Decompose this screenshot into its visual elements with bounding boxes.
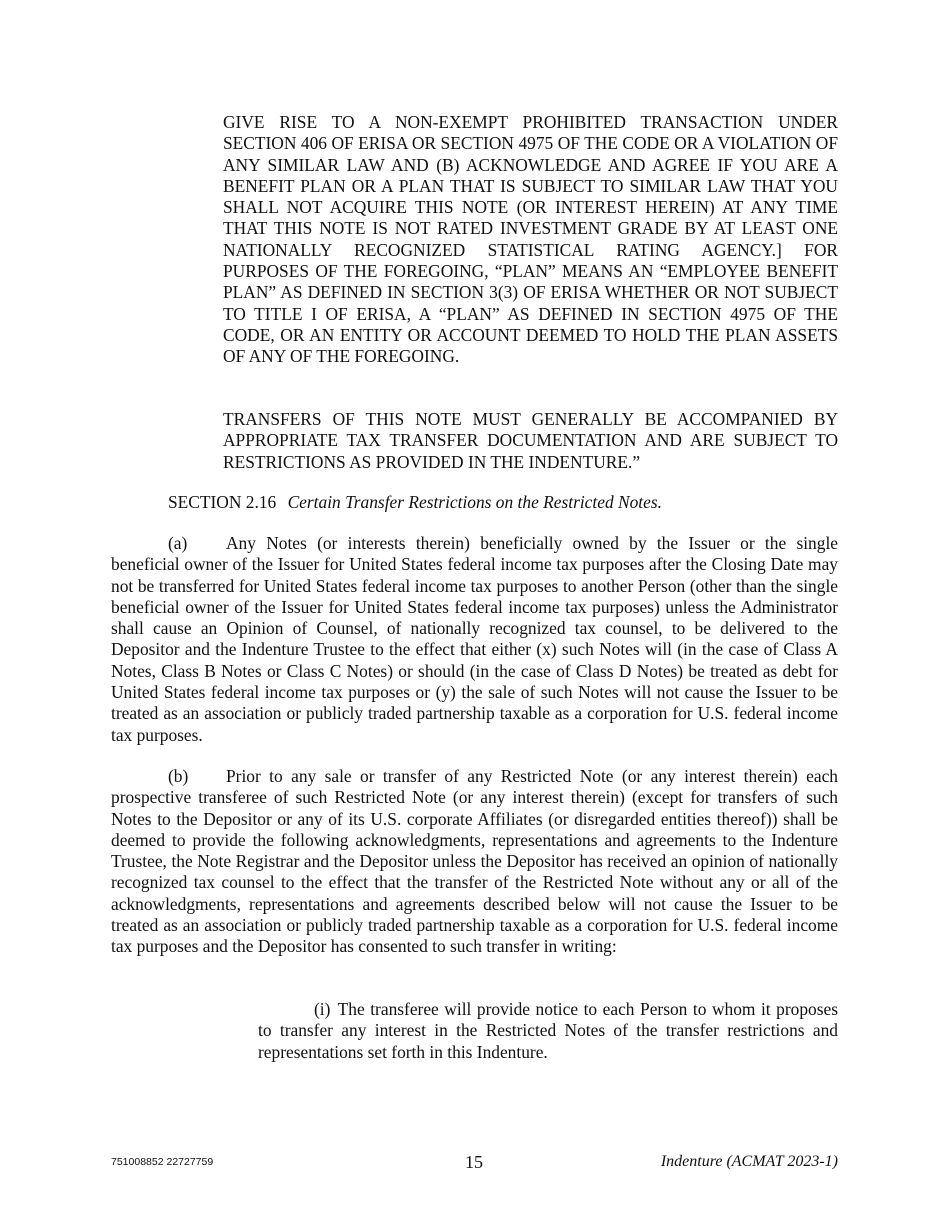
paragraph-a-text: Any Notes (or interests therein) beneficially owned by the Issuer or the single beneficial owner of the Issuer for United States federal income tax purposes after the Closing Date may not be transferred for United States federal income tax purposes to another Person (other than the single beneficial owner of the Issuer for United States federal income tax purposes) unless the Administrator shall cause an Opinion of Counsel, of nationally recognized tax counsel, to be delivered to the Depositor and the Indenture Trustee to the effect that either (x) such Notes will (in the case of Class A Notes, Class B Notes or Class C Notes) or should (in the case of Class D Notes) be treated as debt for United States federal income tax purposes or (y) the sale of such Notes will not cause the Issuer to be treated as an association or publicly traded partnership taxable as a corporation for U.S. federal income tax purposes. bbox=[111, 533, 838, 745]
section-heading bbox=[168, 492, 662, 513]
subparagraph-i-text: The transferee will provide notice to each Person to whom it proposes to transfer any interest in the Restricted Notes of the transfer restrictions and representations set forth in this Indenture. bbox=[258, 999, 838, 1062]
footer-page-number: 15 bbox=[465, 1152, 483, 1172]
paragraph-b bbox=[111, 766, 838, 958]
section-number: SECTION 2.16 bbox=[168, 492, 277, 512]
footer-document-id: 751008852 22727759 bbox=[111, 1156, 214, 1168]
paragraph-a bbox=[111, 533, 838, 746]
legend-paragraph-2: TRANSFERS OF THIS NOTE MUST GENERALLY BE ACCOMPANIED BY APPROPRIATE TAX TRANSFER DOCUMENTATION AND ARE SUBJECT TO RESTRICTIONS AS PROVIDED IN THE INDENTURE.” bbox=[223, 409, 838, 472]
subparagraph-i-label: (i) bbox=[314, 999, 331, 1019]
paragraph-b-label: (b) bbox=[168, 766, 189, 786]
footer-document-title: Indenture (ACMAT 2023-1) bbox=[660, 1153, 838, 1170]
legend-paragraph-1: GIVE RISE TO A NON-EXEMPT PROHIBITED TRANSACTION UNDER SECTION 406 OF ERISA OR SECTION 4975 OF THE CODE OR A VIOLATION OF ANY SIMILAR LAW AND (B) ACKNOWLEDGE AND AGREE IF YOU ARE A BENEFIT PLAN OR A PLAN THAT IS SUBJECT TO SIMILAR LAW THAT YOU SHALL NOT ACQUIRE THIS NOTE (OR INTEREST HEREIN) AT ANY TIME THAT THIS NOTE IS NOT RATED INVESTMENT GRADE BY AT LEAST ONE NATIONALLY RECOGNIZED STATISTICAL RATING AGENCY.] FOR PURPOSES OF THE FOREGOING, “PLAN” MEANS AN “EMPLOYEE BENEFIT PLAN” AS DEFINED IN SECTION 3(3) OF ERISA WHETHER OR NOT SUBJECT TO TITLE I OF ERISA, A “PLAN” AS DEFINED IN SECTION 4975 OF THE CODE, OR AN ENTITY OR ACCOUNT DEEMED TO HOLD THE PLAN ASSETS OF ANY OF THE FOREGOING. bbox=[223, 112, 838, 367]
paragraph-b-text: Prior to any sale or transfer of any Restricted Note (or any interest therein) each prospective transferee of such Restricted Note (or any interest therein) (except for transfers of such Notes to the Depositor or any of its U.S. corporate Affiliates (or disregarded entities thereof)) shall be deemed to provide the following acknowledgments, representations and agreements to the Indenture Trustee, the Note Registrar and the Depositor unless the Depositor has received an opinion of nationally recognized tax counsel to the effect that the transfer of the Restricted Note without any or all of the acknowledgments, representations and agreements described below will not cause the Issuer to be treated as an association or publicly traded partnership taxable as a corporation for U.S. federal income tax purposes and the Depositor has consented to such transfer in writing: bbox=[111, 766, 838, 957]
paragraph-a-label: (a) bbox=[168, 533, 188, 553]
subparagraph-i bbox=[258, 999, 838, 1063]
section-title: Certain Transfer Restrictions on the Restricted Notes. bbox=[287, 492, 662, 512]
